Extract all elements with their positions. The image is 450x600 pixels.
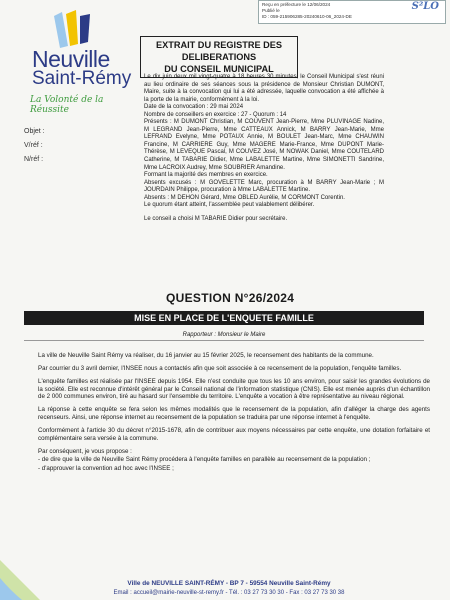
stamp-received: Reçu en préfecture le 12/06/2024 — [262, 2, 331, 7]
document-title — [140, 36, 298, 78]
title-line1: EXTRAIT DU REGISTRE DES DELIBERATIONS — [155, 40, 283, 62]
city-logo — [24, 12, 132, 132]
paragraph: La réponse à cette enquête se fera selon les mêmes modalités que le recensement de la population, afin d'alléger la charge des agents recenseurs. Ainsi, une réponse internet au recensement de la population se traduira par une réponse internet à l'enquête. — [38, 406, 430, 422]
paragraph: Formant la majorité des membres en exercice. — [144, 172, 268, 179]
objet-label: Objet : — [24, 128, 45, 135]
footer-address: Ville de NEUVILLE SAINT-RÉMY - BP 7 - 59554 Neuville Saint-Rémy — [127, 580, 331, 587]
paragraph: - de dire que la ville de Neuville Saint Rémy procédera à l'enquête familles en parallèle au recensement de la population ; — [38, 456, 371, 464]
paragraph: Conformément à l'article 30 du décret n°2015-1678, afin de contribuer aux moyens nécessaires par cette enquête, une dotation forfaitaire et complémentaire sera versée à la commune. — [38, 427, 430, 442]
paragraph: L'enquête familles est réalisée par l'INSEE depuis 1954. Elle n'est conduite que tous les 10 ans environ, pour saisir les grandes évolutions de la société. Elle est reconnue d'intérêt général par le Conseil national de l'information statistique (CNIS). Elle est menée auprès d'un échantillon de 2 000 communes environ, tiré au hasard sur l'ensemble du territoire. L'enquête a vocation à être représentative au niveau régional. — [38, 378, 430, 401]
logo-name-line2: Saint-Rémy — [32, 68, 132, 89]
paragraph: Absents : M DEHON Gérard, Mme OBLED Aurélie, M CORMONT Corentin. — [144, 194, 345, 201]
deliberation-body-text — [38, 352, 430, 478]
paragraph: Le conseil a choisi M TABARIE Didier pour secrétaire. — [144, 215, 288, 222]
paragraph: - d'approuver la convention ad hoc avec l'INSEE ; — [38, 465, 174, 473]
subject-bar: MISE EN PLACE DE L'ENQUETE FAMILLE — [24, 311, 424, 325]
paragraph: Par courrier du 3 avril dernier, l'INSEE nous a contactés afin que soit associée à ce recensement de la population, l'enquête familles. — [38, 365, 402, 373]
question-number: QUESTION N°26/2024 — [166, 291, 295, 305]
paragraph: Absents excusés : M GOVELETTE Marc, procuration à M BARRY Jean-Marie ; M JOURDAIN Philippe, procuration à Mme LABALETTE Martine. — [144, 179, 384, 194]
logo-name-line1: Neuville — [32, 46, 110, 72]
stamp-id: ID : 059-215906285-20240610-06_2024-DE — [262, 14, 352, 20]
paragraph: Présents : M DUMONT Christian, M COUVENT Jean-Pierre, Mme PLUVINAGE Nadine, M LEGRAND Jean-Pierre, Mme CATTEAUX Annick, M BARRY Jean-Marie, Mme LEFRAND Evelyne, Mme POTAUX Annie, M BOULET Jean-Marc, Mme CHAUWIN Francine, M CARRIERE Guy, Mme MAGERE Marie-France, Mme DUPONT Marie-Thérèse, M LEVEQUE Pascal, M COUVEZ José, M NOWAK Daniel, Mme COUTELARD Catherine, M TABARIE Didier, Mme LABALETTE Martine, Mme SIMONETTI Sandrine, Mme LACROIX Audrey, Mme SOUBRIER Amandine. — [144, 119, 384, 171]
decorative-swoosh-icon — [0, 520, 60, 600]
footer-contact: Email : accueil@mairie-neuville-st-remy.fr - Tél. : 03 27 73 30 30 - Fax : 03 27 73 30 38 — [113, 590, 345, 596]
title-line2: DU CONSEIL MUNICIPAL — [164, 64, 274, 74]
prefecture-stamp — [258, 0, 446, 24]
paragraph: Nombre de conseillers en exercice : 27 - Quorum : 14 — [144, 111, 287, 118]
nref-label: N/réf : — [24, 156, 44, 163]
stamp-published: Publié le — [262, 8, 280, 14]
logo-slogan: La Volonté de la Réussite — [30, 95, 104, 115]
rapporteur: Rapporteur : Monsieur le Maire — [182, 332, 266, 338]
paragraph: Date de la convocation : 29 mai 2024 — [144, 104, 244, 111]
slo-logo: S²LO — [411, 1, 439, 12]
paragraph: La ville de Neuville Saint Rémy va réaliser, du 16 janvier au 15 février 2025, le recensement des habitants de la commune. — [38, 352, 374, 359]
vref-label: V/réf : — [24, 142, 43, 149]
divider — [24, 340, 424, 341]
paragraph: Par conséquent, je vous propose : — [38, 447, 132, 455]
logo-ribbons-icon — [46, 10, 116, 50]
deliberation-header-text — [144, 74, 384, 223]
paragraph: Le quorum étant atteint, l'assemblée peut valablement délibérer. — [144, 202, 315, 209]
paragraph: Le dix juin deux mil vingt-quatre à 18 heures 30 minutes, le Conseil Municipal s'est réuni au lieu ordinaire de ses séances sous la présidence de Monsieur Christian DUMONT, Maire, suite à la convocation qui lui a été adressée, laquelle convocation a été affichée à la porte de la mairie, conformément à la loi. — [144, 74, 384, 103]
